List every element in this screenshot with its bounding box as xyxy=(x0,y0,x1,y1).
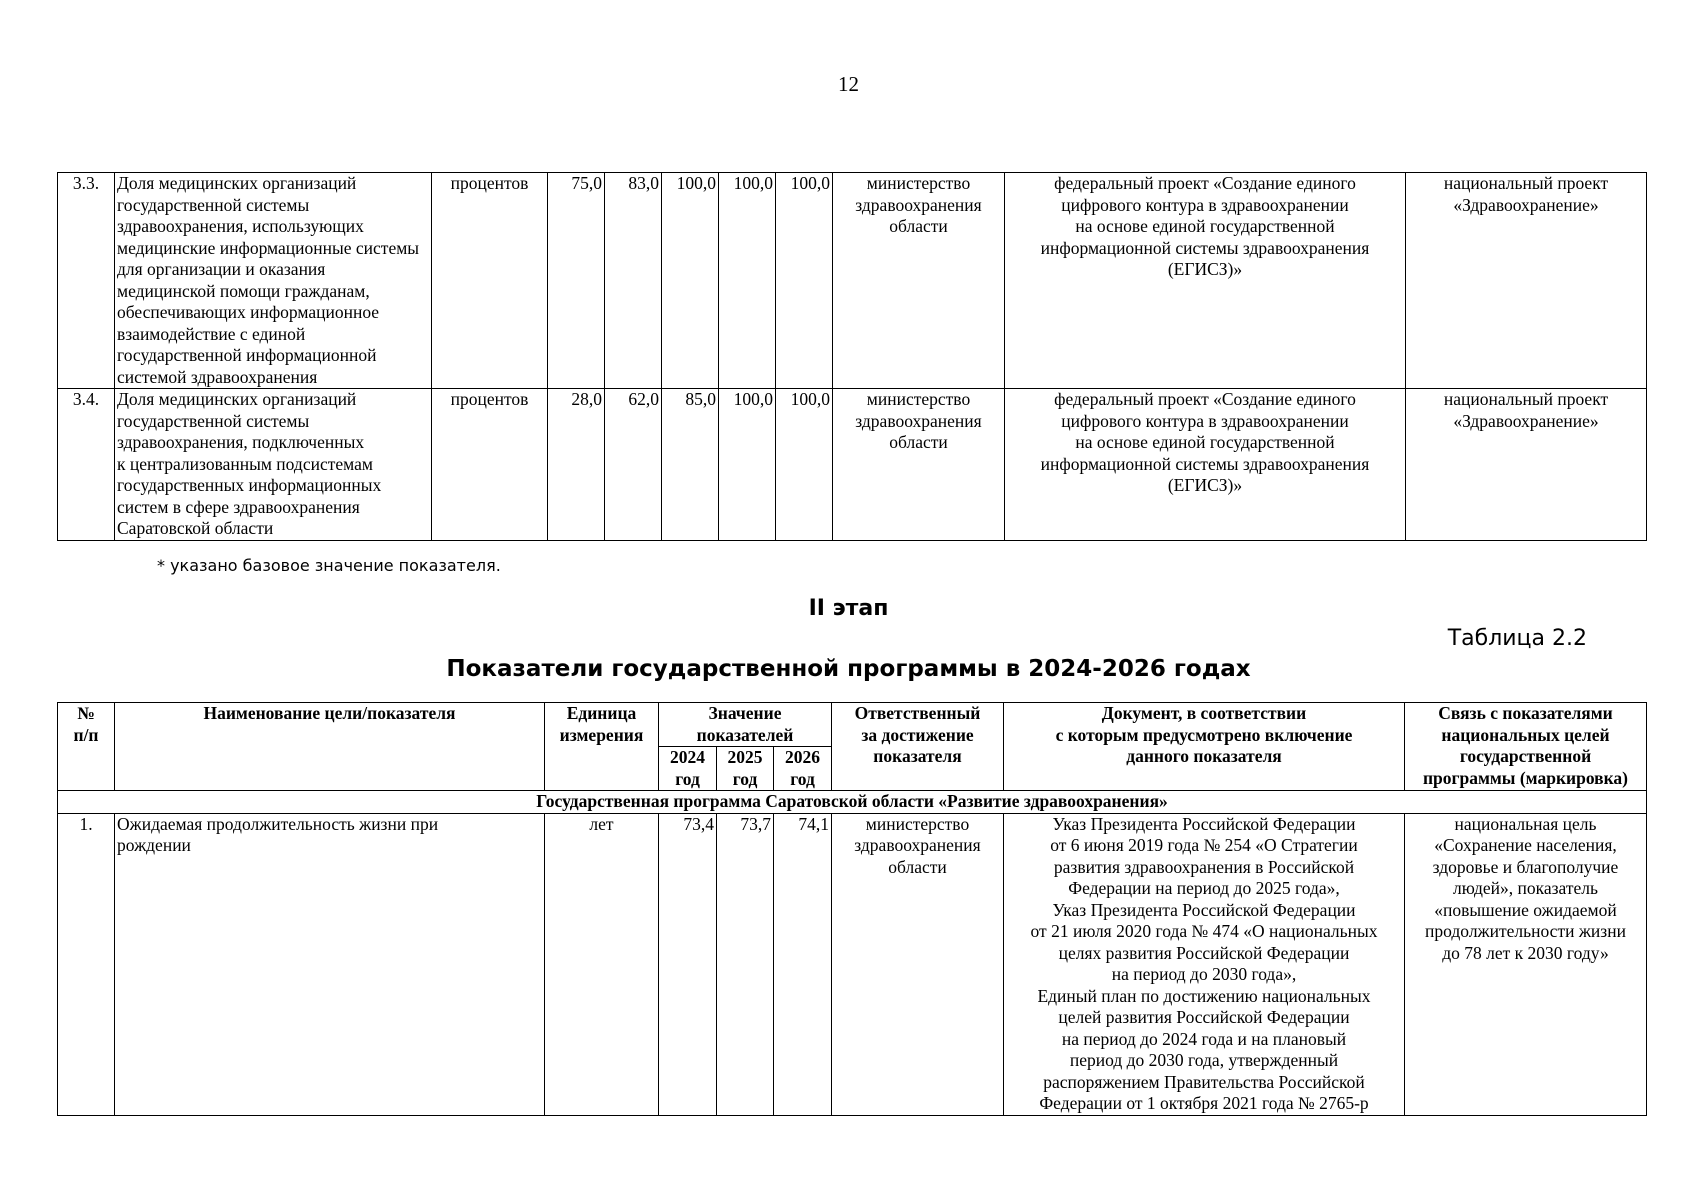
responsible-cell: министерство здравоохранения области xyxy=(833,389,1005,541)
value-cell: 100,0 xyxy=(719,173,776,389)
indicator-name: Ожидаемая продолжительность жизни при рождении xyxy=(115,813,545,1115)
table-row xyxy=(58,173,1647,389)
header-year-2024: 2024 год xyxy=(659,747,717,791)
row-number: 1. xyxy=(58,813,115,1115)
row-number: 3.3. xyxy=(58,173,115,389)
indicators-table-2-2 xyxy=(57,702,1647,1116)
document-cell: Указ Президента Российской Федерации от 6 июня 2019 года № 254 «О Стратегии развития здравоохранения в Российской Федерации на период до 2025 года», Указ Президента Российской Федерации от 21 июля 2020 года № 474 «О национальных целях развития Российской Федерации на период до 2030 года», Единый план по достижению национальных целей развития Российской Федерации на период до 2024 года и на плановый период до 2030 года, утвержденный распоряжением Правительства Российской Федерации от 1 октября 2021 года № 2765-р xyxy=(1004,813,1405,1115)
value-cell: 62,0 xyxy=(605,389,662,541)
link-cell: национальный проект «Здравоохранение» xyxy=(1406,389,1647,541)
header-link: Связь с показателями национальных целей государственной программы (маркировка) xyxy=(1405,703,1647,791)
stage-heading: II этап xyxy=(808,596,889,621)
value-cell: 73,4 xyxy=(659,813,717,1115)
value-cell: 85,0 xyxy=(662,389,719,541)
header-name: Наименование цели/показателя xyxy=(115,703,545,791)
header-num: № п/п xyxy=(58,703,115,791)
link-cell: национальная цель «Сохранение населения, здоровье и благополучие людей», показатель «повышение ожидаемой продолжительности жизни до 78 лет к 2030 году» xyxy=(1405,813,1647,1115)
value-cell: 73,7 xyxy=(717,813,774,1115)
indicator-name: Доля медицинских организаций государственной системы здравоохранения, использующих медицинские информационные системы для организации и оказания медицинской помощи гражданам, обеспечивающих информационное взаимодействие с единой государственной информационной системой здравоохранения xyxy=(115,173,432,389)
document-cell: федеральный проект «Создание единого цифрового контура в здравоохранении на основе единой государственной информационной системы здравоохранения (ЕГИСЗ)» xyxy=(1005,173,1406,389)
section-row xyxy=(58,791,1647,814)
value-cell: 100,0 xyxy=(776,173,833,389)
header-unit: Единица измерения xyxy=(545,703,659,791)
header-document: Документ, в соответствии с которым предусмотрено включение данного показателя xyxy=(1004,703,1405,791)
indicator-name: Доля медицинских организаций государственной системы здравоохранения, подключенных к централизованным подсистемам государственных информационных систем в сфере здравоохранения Саратовской области xyxy=(115,389,432,541)
header-values: Значение показателей xyxy=(659,703,832,747)
footnote: * указано базовое значение показателя. xyxy=(157,556,501,575)
header-responsible: Ответственный за достижение показателя xyxy=(832,703,1004,791)
link-cell: национальный проект «Здравоохранение» xyxy=(1406,173,1647,389)
indicators-table-continued xyxy=(57,172,1647,541)
responsible-cell: министерство здравоохранения области xyxy=(832,813,1004,1115)
unit-cell: лет xyxy=(545,813,659,1115)
value-cell: 83,0 xyxy=(605,173,662,389)
value-cell: 100,0 xyxy=(776,389,833,541)
unit-cell: процентов xyxy=(432,389,548,541)
value-cell: 100,0 xyxy=(662,173,719,389)
header-year-2026: 2026 год xyxy=(774,747,832,791)
table-label: Таблица 2.2 xyxy=(1447,626,1587,651)
value-cell: 100,0 xyxy=(719,389,776,541)
row-number: 3.4. xyxy=(58,389,115,541)
unit-cell: процентов xyxy=(432,173,548,389)
table-row xyxy=(58,389,1647,541)
header-year-2025: 2025 год xyxy=(717,747,774,791)
value-cell: 74,1 xyxy=(774,813,832,1115)
document-cell: федеральный проект «Создание единого цифрового контура в здравоохранении на основе единой государственной информационной системы здравоохранения (ЕГИСЗ)» xyxy=(1005,389,1406,541)
table-row xyxy=(58,813,1647,1115)
section-title: Государственная программа Саратовской области «Развитие здравоохранения» xyxy=(58,791,1647,814)
value-cell: 28,0 xyxy=(548,389,605,541)
header-row xyxy=(58,703,1647,747)
table-title: Показатели государственной программы в 2024-2026 годах xyxy=(446,656,1251,682)
page-number: 12 xyxy=(838,72,859,96)
responsible-cell: министерство здравоохранения области xyxy=(833,173,1005,389)
value-cell: 75,0 xyxy=(548,173,605,389)
